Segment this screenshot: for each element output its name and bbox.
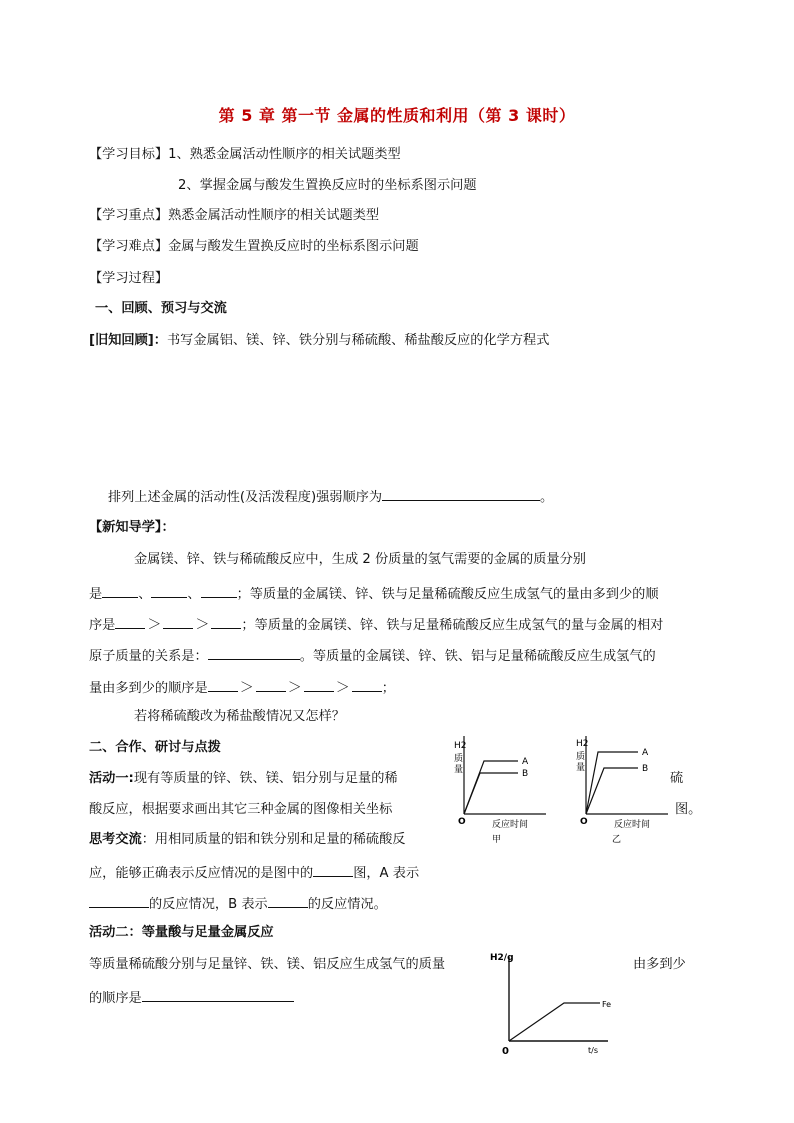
origin-label: 0 — [502, 1046, 509, 1057]
activity2-line1: 等质量稀硫酸分别与足量锌、铁、镁、铝反应生成氢气的质量 — [89, 957, 446, 972]
label-b: B — [522, 769, 529, 779]
text-segment: 量由多到少的顺序是 — [89, 681, 208, 696]
think-line2 — [89, 862, 419, 883]
activity-order-text: 排列上述金属的活动性(及活泼程度)强弱顺序为 — [108, 490, 383, 505]
origin-label: O — [458, 817, 466, 827]
blank-graph-choice[interactable] — [313, 862, 353, 877]
text-segment: 序是 — [89, 618, 116, 633]
y-axis-label: H2/g — [490, 953, 514, 963]
blank-order-2[interactable] — [163, 614, 193, 629]
activity2-line1-tail: 由多到少 — [633, 957, 686, 972]
section2-heading: 二、合作、研讨与点拨 — [89, 740, 221, 755]
activity1-line2-tail: 图。 — [675, 802, 702, 817]
key-point-text: 熟悉金属活动性顺序的相关试题类型 — [168, 208, 380, 223]
origin-label: O — [580, 817, 588, 827]
text-segment: ； — [381, 681, 395, 696]
curve-a — [464, 761, 518, 814]
activity2-line2 — [89, 987, 294, 1008]
graph-caption: 甲 — [492, 835, 502, 845]
curve-b — [464, 773, 518, 814]
difficulty-label: 【学习难点】 — [89, 239, 169, 254]
new-learning-p5 — [89, 677, 395, 698]
think-line1 — [89, 831, 406, 849]
y-label-2: 量 — [576, 763, 586, 773]
greater-than: ＞ — [335, 680, 350, 696]
blank-order-3[interactable] — [211, 614, 241, 629]
activity-order-blank[interactable] — [382, 486, 540, 501]
activity-order-line — [108, 486, 553, 507]
separator: 、 — [187, 587, 201, 602]
graph-yi — [568, 728, 673, 850]
greater-than: ＞ — [195, 617, 210, 633]
review-label: [旧知回顾]： — [89, 333, 167, 348]
blank-h2-order-3[interactable] — [304, 677, 334, 692]
label-b: B — [642, 764, 649, 774]
y-label-top: H2 — [454, 741, 467, 751]
curve-fe — [509, 1003, 600, 1041]
new-learning-p3 — [89, 614, 663, 635]
objectives-label: 【学习目标】 — [89, 147, 169, 162]
blank-mg-mass[interactable] — [102, 583, 138, 598]
objective-1: 1、熟悉金属活动性顺序的相关试题类型 — [168, 147, 401, 162]
blank-zn-mass[interactable] — [151, 583, 187, 598]
text-segment: ：用相同质量的铝和铁分别和足量的稀硫酸反 — [141, 832, 406, 847]
text-segment: 原子质量的关系是： — [89, 649, 208, 664]
y-label-1: 质 — [576, 752, 586, 762]
new-learning-p6: 若将稀硫酸改为稀盐酸情况又怎样？ — [134, 709, 345, 724]
review-line — [89, 332, 549, 350]
new-learning-label: 【新知导学】： — [89, 520, 175, 535]
blank-h2-order-acid[interactable] — [142, 987, 294, 1002]
label-a: A — [642, 748, 649, 758]
think-label: 思考交流 — [89, 832, 142, 847]
blank-relationship[interactable] — [208, 645, 300, 660]
blank-fe-mass[interactable] — [201, 583, 237, 598]
blank-a-metal[interactable] — [89, 893, 149, 908]
graph-fe — [488, 945, 613, 1060]
y-label-1: 质 — [454, 754, 464, 764]
blank-order-1[interactable] — [115, 614, 145, 629]
y-label-2: 量 — [454, 765, 464, 775]
separator: 、 — [138, 587, 152, 602]
new-learning-p1: 金属镁、锌、铁与稀硫酸反应中，生成 2 份质量的氢气需要的金属的质量分别 — [134, 552, 586, 567]
fe-label: Fe — [602, 1000, 612, 1009]
x-axis-label: 反应时间 — [614, 820, 651, 830]
text-segment: 现有等质量的锌、铁、镁、铝分别与足量的稀 — [133, 771, 398, 786]
text-segment: ；等质量的金属镁、锌、铁与足量稀硫酸反应生成氢气的量由多到少的顺 — [236, 587, 659, 602]
activity1-line2: 酸反应，根据要求画出其它三种金属的图像相关坐标 — [89, 802, 393, 817]
page-title: 第 5 章 第一节 金属的性质和利用（第 3 课时） — [218, 106, 576, 125]
graph-caption: 乙 — [612, 835, 622, 845]
text-segment: 应，能够正确表示反应情况的是图中的 — [89, 866, 314, 881]
period: 。 — [540, 490, 554, 505]
blank-h2-order-2[interactable] — [256, 677, 286, 692]
text-segment: 是 — [89, 587, 103, 602]
new-learning-p2 — [89, 583, 659, 604]
label-a: A — [522, 757, 529, 767]
x-axis-label: t/s — [588, 1046, 598, 1055]
review-text: 书写金属铝、镁、锌、铁分别与稀硫酸、稀盐酸反应的化学方程式 — [167, 333, 550, 348]
blank-b-metal[interactable] — [268, 893, 308, 908]
graph-jia — [446, 728, 551, 850]
curve-a — [586, 752, 638, 814]
greater-than: ＞ — [287, 680, 302, 696]
activity1-label: 活动一: — [89, 771, 134, 786]
blank-h2-order-4[interactable] — [352, 677, 382, 692]
think-line3 — [89, 893, 387, 914]
text-segment: 的反应情况，B 表示 — [149, 897, 268, 912]
y-label-top: H2 — [576, 739, 589, 749]
text-segment: 。等质量的金属镁、锌、铁、铝与足量稀硫酸反应生成氢气的 — [299, 649, 656, 664]
x-axis-label: 反应时间 — [492, 820, 529, 830]
new-learning-p4 — [89, 645, 656, 666]
process-label: 【学习过程】 — [89, 271, 169, 286]
key-point-line — [89, 207, 379, 225]
greater-than: ＞ — [239, 680, 254, 696]
text-segment: 的顺序是 — [89, 991, 142, 1006]
text-segment: 图，A 表示 — [353, 866, 420, 881]
text-segment: 的反应情况。 — [307, 897, 387, 912]
text-segment: ；等质量的金属镁、锌、铁与足量稀硫酸反应生成氢气的量与金属的相对 — [241, 618, 664, 633]
objectives-line1 — [89, 146, 401, 164]
section1-heading: 一、回顾、预习与交流 — [95, 301, 227, 316]
objective-2: 2、掌握金属与酸发生置换反应时的坐标系图示问题 — [178, 178, 477, 193]
activity2-heading: 活动二：等量酸与足量金属反应 — [89, 925, 274, 940]
activity1-line1 — [89, 770, 398, 788]
blank-h2-order-1[interactable] — [208, 677, 238, 692]
key-point-label: 【学习重点】 — [89, 208, 169, 223]
activity1-line1-tail: 硫 — [670, 771, 684, 786]
greater-than: ＞ — [147, 617, 162, 633]
difficulty-text: 金属与酸发生置换反应时的坐标系图示问题 — [168, 239, 419, 254]
difficulty-line — [89, 238, 419, 256]
